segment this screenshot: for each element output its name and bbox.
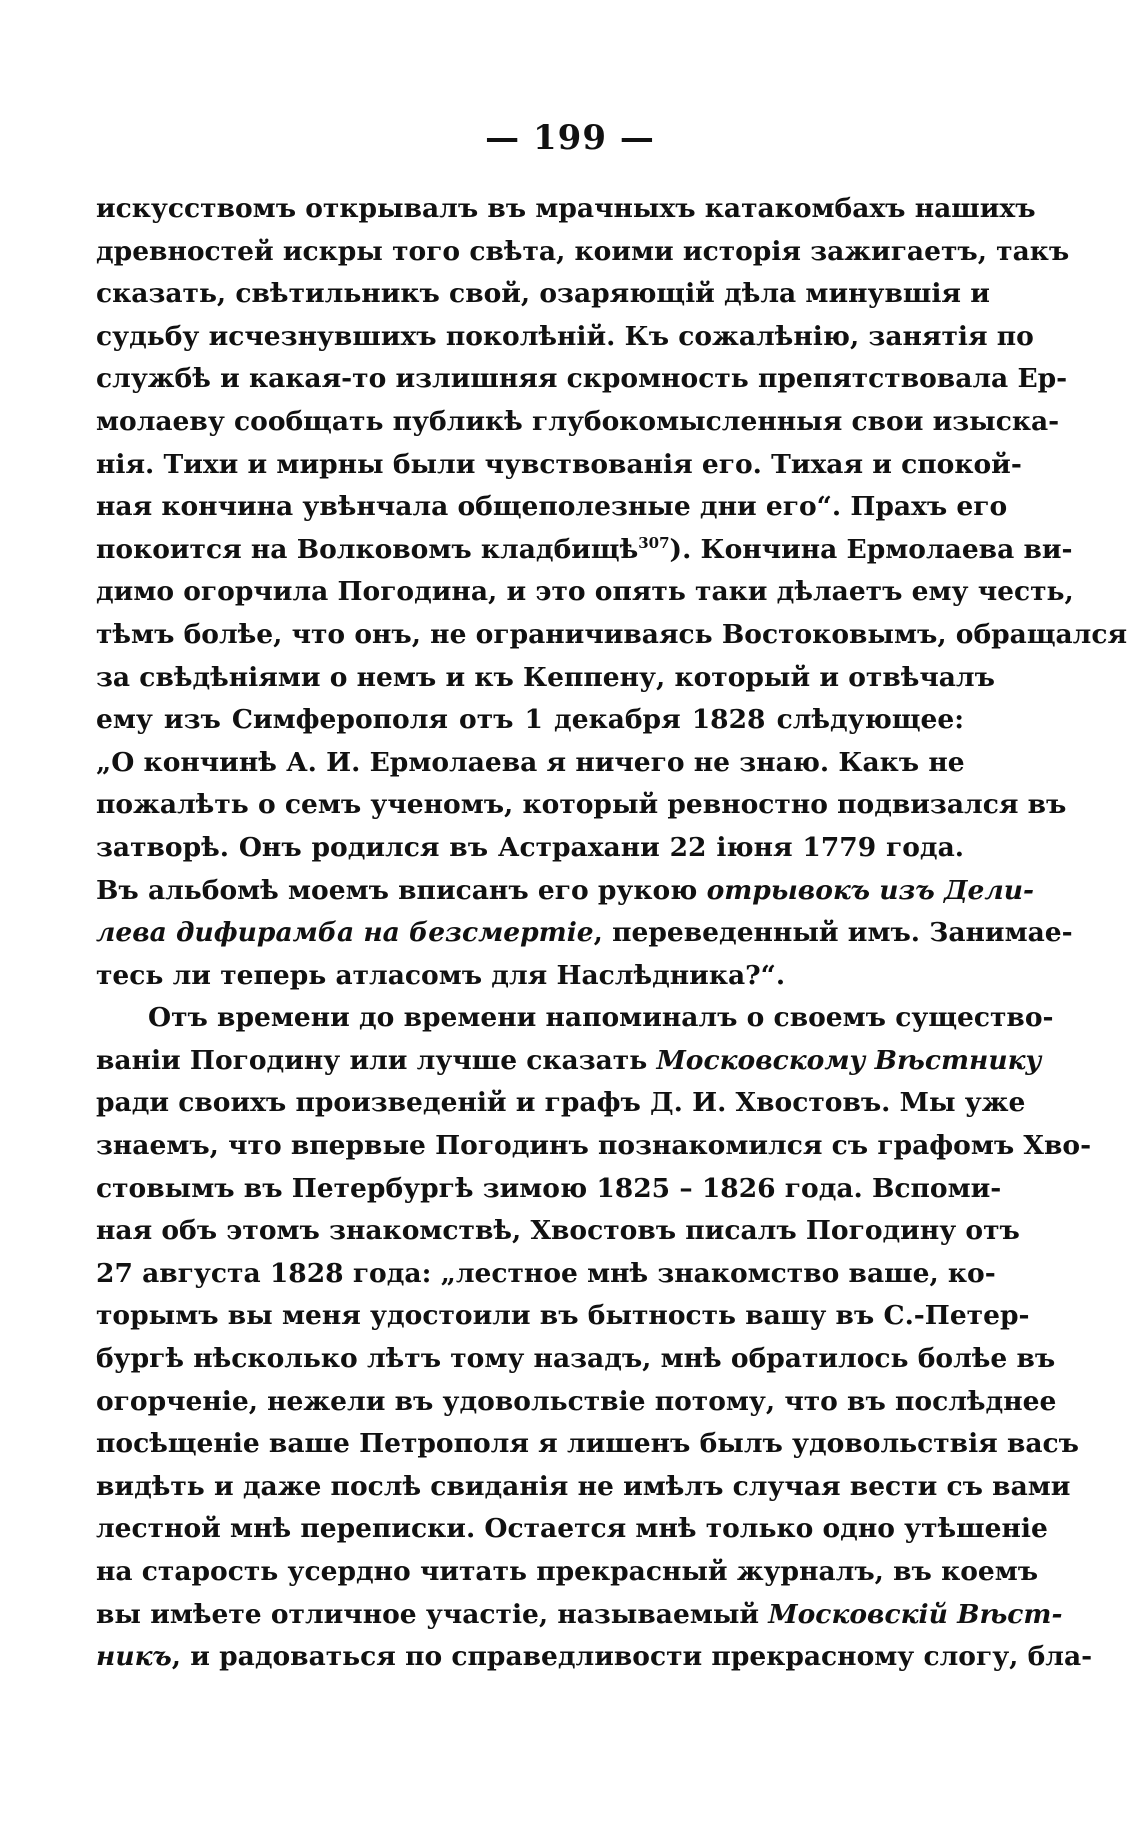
text-line: [96, 1594, 1063, 1637]
text-line: [96, 486, 1008, 529]
text-line: [96, 1338, 1056, 1381]
page-number: — 199 —: [485, 118, 655, 158]
text-line: [96, 231, 1070, 274]
text-line: [96, 1423, 1079, 1466]
text-line: [96, 316, 1034, 359]
text-line: [96, 1253, 996, 1296]
line-text: покоится на Волковомъ кладбищѣ: [96, 533, 639, 565]
text-line: [96, 1040, 1042, 1083]
text-line: [96, 955, 964, 998]
footnote-ref: 307: [638, 533, 670, 552]
italic-text: лева дифирамба на безсмертіе: [96, 917, 594, 949]
text-line: [96, 1125, 1092, 1168]
line-text: судьбу исчезнувшихъ поколѣній. Къ сожалѣнію, занятія по: [96, 320, 1034, 352]
text-line: [96, 571, 1074, 614]
line-text: ваніи Погодину или лучше сказать: [96, 1044, 657, 1076]
line-text: службѣ и какая-то излишняя скромность препятствовала Ер-: [96, 363, 1068, 395]
line-text: древностей искры того свѣта, коими исторія зажигаетъ, такъ: [96, 235, 1070, 267]
line-text: вы имѣете отличное участіе, называемый: [96, 1598, 769, 1630]
line-text: ная кончина увѣнчала общеполезные дни его“. Прахъ его: [96, 491, 1008, 523]
line-text: Въ альбомѣ моемъ вписанъ его рукою: [96, 874, 707, 906]
text-line: [96, 657, 995, 700]
text-line: [96, 401, 1060, 444]
text-line: [96, 1508, 1048, 1551]
line-text: знаемъ, что впервые Погодинъ познакомился съ графомъ Хво-: [96, 1130, 1092, 1162]
body-text: [96, 188, 1128, 1679]
line-text: пожалѣть о семъ ученомъ, который ревностно подвизался въ: [96, 789, 1067, 821]
text-line: [96, 1295, 1030, 1338]
line-text: тесь ли теперь атласомъ для Наслѣдника?“.: [96, 959, 786, 991]
text-line: [96, 784, 1067, 827]
text-line: [96, 529, 1073, 572]
text-line: [96, 997, 1054, 1040]
line-text: ная объ этомъ знакомствѣ, Хвостовъ писалъ Погодину отъ: [96, 1215, 1020, 1247]
line-text: за свѣдѣніями о немъ и къ Кеппену, который и отвѣчалъ: [96, 661, 995, 693]
line-text: сказать, свѣтильникъ свой, озаряющій дѣла минувшія и: [96, 278, 990, 310]
text-line: [96, 912, 1073, 955]
text-line: [96, 1551, 1039, 1594]
text-line: [96, 1210, 1020, 1253]
text-line: [96, 614, 1128, 657]
line-text: , переведенный имъ. Занимае-: [593, 917, 1073, 949]
line-text: ). Кончина Ермолаева ви-: [669, 533, 1073, 565]
line-text: тѣмъ болѣе, что онъ, не ограничиваясь Востоковымъ, обращался: [96, 618, 1128, 650]
line-text: молаеву сообщать публикѣ глубокомысленныя свои изыска-: [96, 405, 1060, 437]
text-line: [96, 699, 964, 742]
italic-text: Московскому Вѣстнику: [656, 1044, 1042, 1076]
text-line: [96, 444, 1022, 487]
line-text: посѣщеніе ваше Петрополя я лишенъ былъ удовольствія васъ: [96, 1428, 1079, 1460]
line-text: ему изъ Симферополя отъ 1 декабря 1828 слѣдующее:: [96, 704, 964, 736]
line-text: димо огорчила Погодина, и это опять таки дѣлаетъ ему честь,: [96, 576, 1074, 608]
line-text: стовымъ въ Петербургѣ зимою 1825 – 1826 года. Вспоми-: [96, 1172, 1002, 1204]
text-line: [96, 870, 1035, 913]
italic-text: отрывокъ изъ Дели-: [706, 874, 1035, 906]
text-line: [96, 188, 1036, 231]
line-text: торымъ вы меня удостоили въ бытность вашу въ С.-Петер-: [96, 1300, 1030, 1332]
line-text: искусствомъ открывалъ въ мрачныхъ катакомбахъ нашихъ: [96, 193, 1036, 224]
italic-text: никъ: [96, 1641, 172, 1673]
line-text: на старость усердно читать прекрасный журналъ, въ коемъ: [96, 1556, 1039, 1587]
text-line: [96, 1466, 1071, 1509]
line-text: лестной мнѣ переписки. Остается мнѣ только одно утѣшеніе: [96, 1513, 1048, 1545]
text-line: [96, 1168, 1002, 1211]
line-text: , и радоваться по справедливости прекрасному слогу, бла-: [171, 1641, 1093, 1673]
text-line: [96, 273, 990, 316]
line-text: затворѣ. Онъ родился въ Астрахани 22 іюня 1779 года.: [96, 831, 964, 863]
line-text: Отъ времени до времени напоминалъ о своемъ существо-: [148, 1002, 1054, 1034]
italic-text: Московскій Вѣст-: [768, 1598, 1063, 1630]
text-line: [96, 1381, 1057, 1424]
line-text: 27 августа 1828 года: „лестное мнѣ знакомство ваше, ко-: [96, 1257, 996, 1289]
line-text: огорченіе, нежели въ удовольствіе потому, что въ послѣднее: [96, 1385, 1057, 1417]
text-line: [96, 827, 964, 870]
line-text: видѣть и даже послѣ свиданія не имѣлъ случая вести съ вами: [96, 1470, 1071, 1502]
line-text: ради своихъ произведеній и графъ Д. И. Хвостовъ. Мы уже: [96, 1087, 1026, 1119]
text-line: [96, 1636, 1093, 1679]
line-text: „О кончинѣ А. И. Ермолаева я ничего не знаю. Какъ не: [96, 746, 965, 778]
line-text: нія. Тихи и мирны были чувствованія его. Тихая и спокой-: [96, 448, 1022, 480]
line-text: бургѣ нѣсколько лѣтъ тому назадъ, мнѣ обратилось болѣе въ: [96, 1343, 1056, 1375]
text-line: [96, 742, 964, 785]
text-line: [96, 358, 1068, 401]
text-line: [96, 1082, 1026, 1125]
